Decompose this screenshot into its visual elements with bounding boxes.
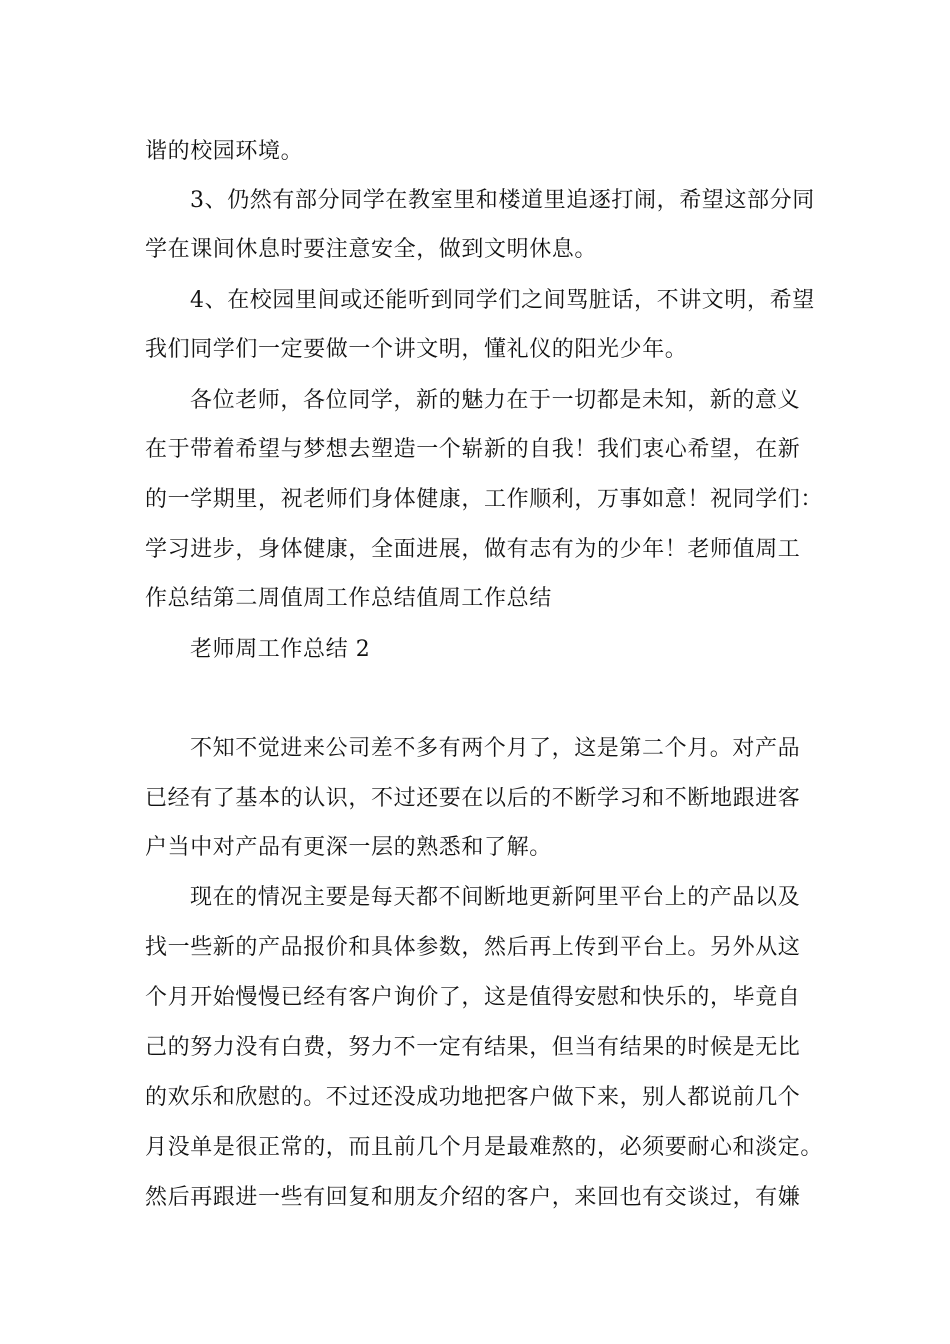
text-line: 我们同学们一定要做一个讲文明，懂礼仪的阳光少年。 xyxy=(145,337,688,362)
text-line: 的欢乐和欣慰的。不过还没成功地把客户做下来，别人都说前几个 xyxy=(145,1085,801,1110)
text-line: 4、在校园里间或还能听到同学们之间骂脏话，不讲文明，希望 xyxy=(190,288,815,313)
text-line: 学习进步，身体健康，全面进展，做有志有为的少年！老师值周工 xyxy=(145,537,801,562)
text-line: 学在课间休息时要注意安全，做到文明休息。 xyxy=(145,237,598,262)
text-line: 谐的校园环境。 xyxy=(145,139,304,164)
text-line: 户当中对产品有更深一层的熟悉和了解。 xyxy=(145,835,552,860)
text-line: 3、仍然有部分同学在教室里和楼道里追逐打闹，希望这部分同 xyxy=(190,188,815,213)
text-line: 的一学期里，祝老师们身体健康，工作顺利，万事如意！祝同学们： xyxy=(145,487,824,512)
text-line: 现在的情况主要是每天都不间断地更新阿里平台上的产品以及 xyxy=(190,885,801,910)
text-line: 各位老师，各位同学，新的魅力在于一切都是未知，新的意义 xyxy=(190,388,801,413)
text-line: 月没单是很正常的，而且前几个月是最难熬的，必须要耐心和淡定。 xyxy=(145,1135,824,1160)
text-line: 已经有了基本的认识，不过还要在以后的不断学习和不断地跟进客 xyxy=(145,786,801,811)
text-line: 个月开始慢慢已经有客户询价了，这是值得安慰和快乐的，毕竟自 xyxy=(145,985,801,1010)
text-line: 己的努力没有白费，努力不一定有结果，但当有结果的时候是无比 xyxy=(145,1035,801,1060)
text-line: 然后再跟进一些有回复和朋友介绍的客户，来回也有交谈过，有嫌 xyxy=(145,1185,801,1210)
text-line: 在于带着希望与梦想去塑造一个崭新的自我！我们衷心希望，在新 xyxy=(145,437,801,462)
text-line: 作总结第二周值周工作总结值周工作总结 xyxy=(145,586,552,611)
text-line: 不知不觉进来公司差不多有两个月了，这是第二个月。对产品 xyxy=(190,736,801,761)
text-line: 找一些新的产品报价和具体参数，然后再上传到平台上。另外从这 xyxy=(145,935,801,960)
section-heading: 老师周工作总结 2 xyxy=(190,637,371,662)
